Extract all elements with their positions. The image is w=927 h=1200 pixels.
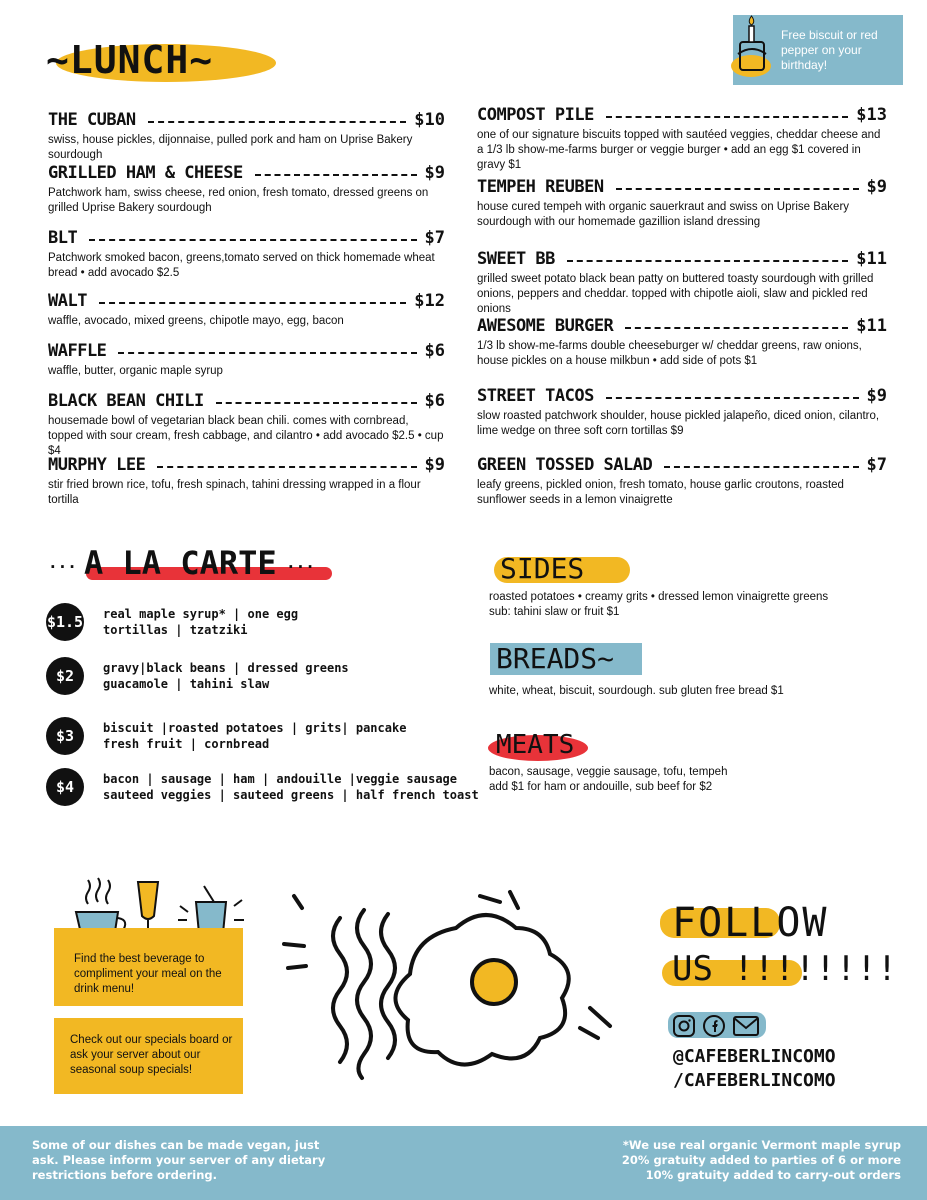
drink-menu-text: Find the best beverage to compliment your meal on the drink menu! xyxy=(74,953,222,995)
price-badge: $4 xyxy=(46,768,84,806)
menu-item-price: $10 xyxy=(414,110,445,130)
menu-item-description: leafy greens, pickled onion, fresh tomato, house garlic croutons, roasted sunflower seeds in a lemon vinaigrette xyxy=(477,479,844,506)
menu-item-price: $7 xyxy=(424,228,445,248)
menu-item xyxy=(48,163,445,216)
footer-dietary-note: Some of our dishes can be made vegan, just ask. Please inform your server of any dietary restrictions before ordering. xyxy=(32,1138,326,1182)
specials-text: Check out our specials board or ask your server about our seasonal soup specials! xyxy=(70,1034,233,1076)
menu-item-price: $11 xyxy=(856,249,887,269)
leader-dots xyxy=(148,121,407,123)
menu-item-name: WALT xyxy=(48,291,87,311)
alacarte-tier xyxy=(46,603,298,641)
tier-line: fresh fruit | cornbread xyxy=(103,737,270,751)
menu-item xyxy=(48,228,445,281)
leader-dots xyxy=(616,188,859,190)
leader-dots xyxy=(99,302,406,304)
alacarte-tier xyxy=(46,717,406,755)
leader-dots xyxy=(567,260,848,262)
meats-heading: MEATS xyxy=(496,730,575,760)
menu-item-description: Patchwork smoked bacon, greens,tomato served on thick homemade wheat bread • add avocado $2.5 xyxy=(48,252,435,279)
facebook-icon[interactable] xyxy=(702,1014,726,1038)
footer-policies xyxy=(622,1138,901,1183)
meats-text xyxy=(489,765,727,795)
sides-line: sub: tahini slaw or fruit $1 xyxy=(489,606,620,618)
tier-line: sauteed veggies | sauteed greens | half french toast xyxy=(103,788,479,802)
menu-item-name: STREET TACOS xyxy=(477,386,594,406)
sides-heading: SIDES xyxy=(500,552,585,585)
instagram-icon[interactable] xyxy=(672,1014,696,1038)
tier-line: tortillas | tzatziki xyxy=(103,623,248,637)
egg-bacon-illustration xyxy=(280,888,640,1098)
menu-item xyxy=(477,105,887,173)
alacarte-dots-left: ... xyxy=(48,553,77,572)
menu-item-description: swiss, house pickles, dijonnaise, pulled pork and ham on Uprise Bakery sourdough xyxy=(48,134,413,161)
menu-item xyxy=(477,455,887,508)
menu-item-description: 1/3 lb show-me-farms double cheeseburger w/ cheddar greens, raw onions, house pickles on a house milkbun • add side of pots $1 xyxy=(477,340,862,367)
menu-item-description: housemade bowl of vegetarian black bean chili. comes with cornbread, topped with sour cream, fresh cabbage, and cilantro • add avocado $2.5 • cup $4 xyxy=(48,415,444,457)
drink-menu-box xyxy=(54,928,243,1006)
menu-item-name: MURPHY LEE xyxy=(48,455,146,475)
follow-heading: FOLLOW xyxy=(672,900,829,946)
menu-item-description: one of our signature biscuits topped with sautéed veggies, cheddar cheese and a 1/3 lb show-me-farms burger or veggie burger • add an egg $1 covered in gravy $1 xyxy=(477,129,881,171)
menu-item-description: grilled sweet potato black bean patty on buttered toasty sourdough with grilled onions, peppers and cheddar. topped with chipotle aioli, slaw and pickled red onions xyxy=(477,273,874,315)
menu-item xyxy=(477,386,887,439)
menu-item-name: GREEN TOSSED SALAD xyxy=(477,455,653,475)
menu-item-description: waffle, avocado, mixed greens, chipotle mayo, egg, bacon xyxy=(48,315,344,327)
tier-line: real maple syrup* | one egg xyxy=(103,607,299,621)
menu-item-price: $9 xyxy=(866,386,887,406)
tier-line: bacon | sausage | ham | andouille |veggie sausage xyxy=(103,772,458,786)
menu-item-description: Patchwork ham, swiss cheese, red onion, fresh tomato, dressed greens on grilled Uprise Bakery sourdough xyxy=(48,187,429,214)
menu-item-price: $7 xyxy=(866,455,887,475)
alacarte-dots-right: ... xyxy=(286,553,315,572)
price-badge: $3 xyxy=(46,717,84,755)
specials-box xyxy=(54,1018,243,1094)
menu-item xyxy=(48,391,445,459)
breads-heading: BREADS~ xyxy=(496,642,615,675)
menu-item-price: $12 xyxy=(414,291,445,311)
leader-dots xyxy=(216,402,417,404)
birthday-text: Free biscuit or red pepper on your birthday! xyxy=(781,28,878,72)
leader-dots xyxy=(118,352,416,354)
menu-item-price: $13 xyxy=(856,105,887,125)
menu-item-description: waffle, butter, organic maple syrup xyxy=(48,365,223,377)
menu-item-price: $6 xyxy=(424,341,445,361)
menu-item-name: AWESOME BURGER xyxy=(477,316,614,336)
menu-item-name: GRILLED HAM & CHEESE xyxy=(48,163,243,183)
follow-heading-us: US !!!!!!!! xyxy=(672,949,898,989)
tier-line: gravy|black beans | dressed greens xyxy=(103,661,349,675)
sides-line: roasted potatoes • creamy grits • dressed lemon vinaigrette greens xyxy=(489,591,829,603)
menu-item xyxy=(477,249,887,317)
menu-item-name: THE CUBAN xyxy=(48,110,136,130)
menu-item-price: $9 xyxy=(424,163,445,183)
leader-dots xyxy=(606,116,848,118)
lunch-heading: ~LUNCH~ xyxy=(46,38,214,82)
sides-text xyxy=(489,590,828,620)
menu-item xyxy=(48,110,445,163)
menu-item-description: stir fried brown rice, tofu, fresh spinach, tahini dressing wrapped in a flour tortilla xyxy=(48,479,421,506)
leader-dots xyxy=(255,174,417,176)
tier-line: guacamole | tahini slaw xyxy=(103,677,270,691)
menu-item-description: house cured tempeh with organic sauerkraut and swiss on Uprise Bakery sourdough with our homemade gazillion island dressing xyxy=(477,201,850,228)
facebook-handle[interactable]: /CAFEBERLINCOMO xyxy=(673,1070,836,1091)
menu-item xyxy=(48,291,445,329)
menu-item-price: $11 xyxy=(856,316,887,336)
menu-item xyxy=(477,177,887,230)
footer-policy-line: 10% gratuity added to carry-out orders xyxy=(645,1168,901,1182)
footer-policy-line: *We use real organic Vermont maple syrup xyxy=(622,1138,901,1152)
leader-dots xyxy=(606,397,859,399)
price-badge: $1.5 xyxy=(46,603,84,641)
menu-item xyxy=(48,341,445,379)
price-badge: $2 xyxy=(46,657,84,695)
menu-item-price: $9 xyxy=(424,455,445,475)
leader-dots xyxy=(157,466,416,468)
menu-item-name: TEMPEH REUBEN xyxy=(477,177,604,197)
email-icon[interactable] xyxy=(732,1015,760,1037)
menu-item-name: WAFFLE xyxy=(48,341,107,361)
leader-dots xyxy=(664,466,858,468)
menu-item-name: BLACK BEAN CHILI xyxy=(48,391,204,411)
footer-band xyxy=(0,1126,927,1200)
menu-item-price: $6 xyxy=(424,391,445,411)
alacarte-tier xyxy=(46,768,479,806)
menu-item-price: $9 xyxy=(866,177,887,197)
menu-item-name: COMPOST PILE xyxy=(477,105,594,125)
alacarte-tier xyxy=(46,657,349,695)
cupcake-icon xyxy=(728,14,778,82)
breads-text: white, wheat, biscuit, sourdough. sub gluten free bread $1 xyxy=(489,685,784,697)
alacarte-heading: A LA CARTE xyxy=(84,544,277,582)
menu-item xyxy=(48,455,445,508)
leader-dots xyxy=(625,327,848,329)
menu-item-name: BLT xyxy=(48,228,78,248)
tier-line: biscuit |roasted potatoes | grits| pancake xyxy=(103,721,407,735)
menu-item-description: slow roasted patchwork shoulder, house pickled jalapeño, diced onion, cilantro, lime wedge on three soft corn tortillas $9 xyxy=(477,410,880,437)
meats-line: add $1 for ham or andouille, sub beef for $2 xyxy=(489,781,713,793)
instagram-handle[interactable]: @CAFEBERLINCOMO xyxy=(673,1046,836,1067)
footer-policy-line: 20% gratuity added to parties of 6 or more xyxy=(621,1153,901,1167)
meats-line: bacon, sausage, veggie sausage, tofu, tempeh xyxy=(489,766,728,778)
leader-dots xyxy=(89,239,416,241)
menu-item-name: SWEET BB xyxy=(477,249,555,269)
menu-item xyxy=(477,316,887,369)
